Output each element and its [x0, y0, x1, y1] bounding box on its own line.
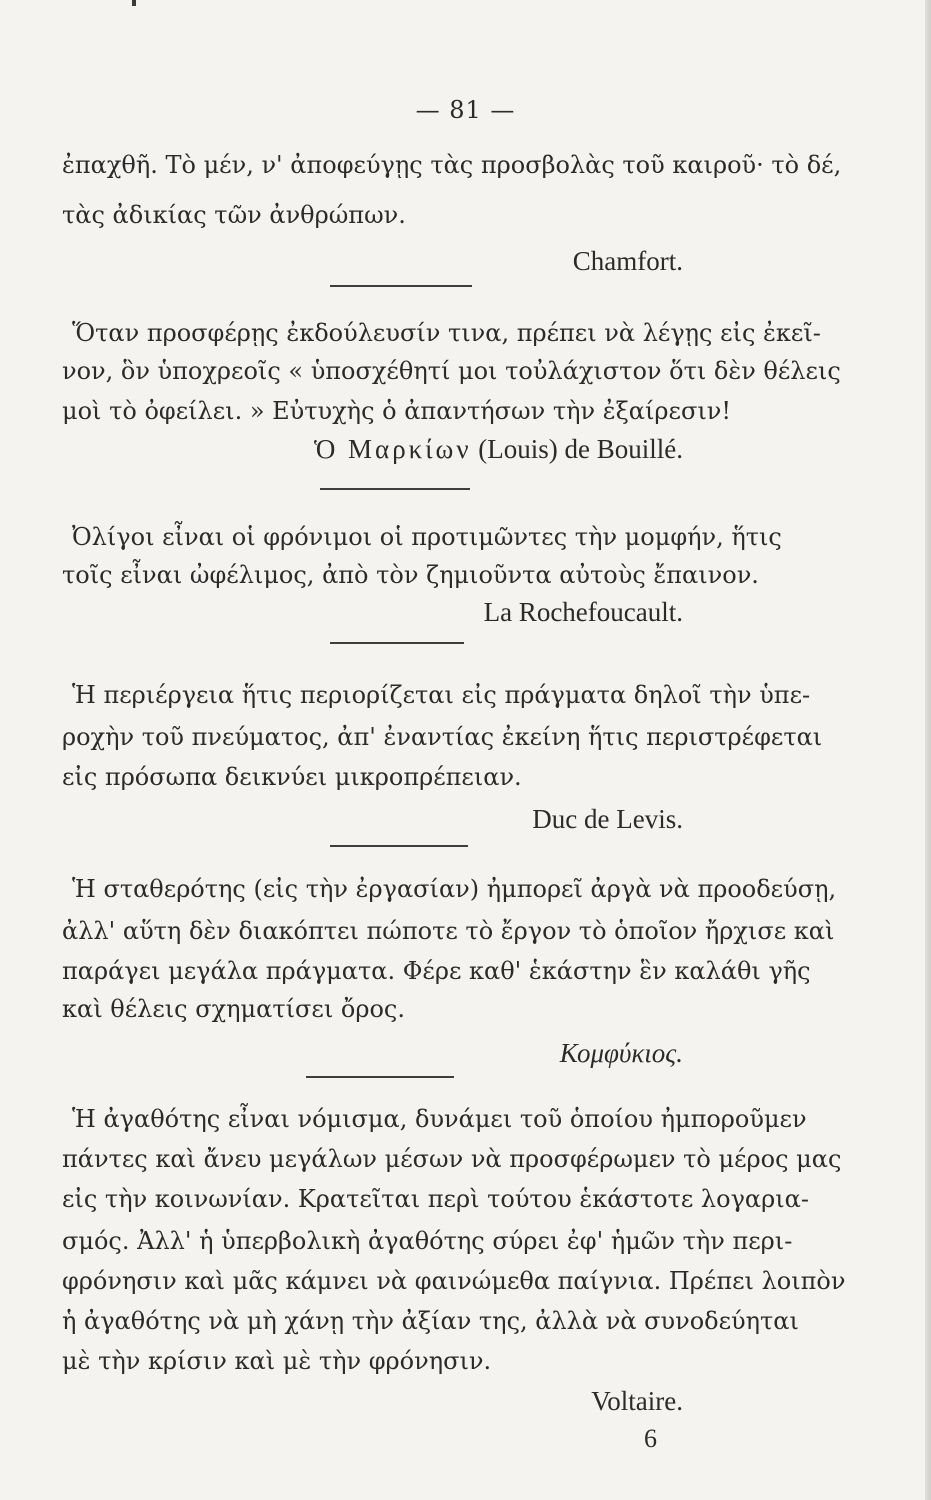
text-line: καὶ θέλεις σχηματίσει ὄρος. [62, 995, 405, 1023]
text-line: μοὶ τὸ ὀφείλει. » Εὐτυχὴς ὁ ἀπαντήσων τὴν ἐξαίρεσιν! [62, 397, 731, 425]
separator-rule [306, 1076, 454, 1078]
text-line: νον, ὃν ὑποχρεοῖς « ὑποσχέθητί μοι τοὐλάχιστον ὅτι δὲν θέλεις [62, 357, 841, 385]
text-line: εἰς τὴν κοινωνίαν. Κρατεῖται περὶ τούτου ἑκάστοτε λογαρια- [62, 1185, 809, 1213]
print-mark [132, 0, 136, 6]
text-line: σμός. Ἀλλ' ἡ ὑπερβολικὴ ἀγαθότης σύρει ἐφ' ἡμῶν τὴν περι- [62, 1227, 793, 1255]
text-line: ἀλλ' αὕτη δὲν διακόπτει πώποτε τὸ ἔργον τὸ ὁποῖον ἤρχισε καὶ [62, 917, 835, 945]
text-line: Ἡ σταθερότης (εἰς τὴν ἐργασίαν) ἠμπορεῖ ἀργὰ νὰ προοδεύσῃ, [72, 875, 837, 903]
text-line: παράγει μεγάλα πράγματα. Φέρε καθ' ἑκάστην ἓν καλάθι γῆς [62, 957, 811, 985]
page-edge [925, 0, 931, 1500]
author-attribution: Chamfort. [572, 246, 683, 276]
text-line: Ὀλίγοι εἶναι οἱ φρόνιμοι οἱ προτιμῶντες τὴν μομφήν, ἥτις [72, 523, 782, 551]
text-line: Ἡ ἀγαθότης εἶναι νόμισμα, δυνάμει τοῦ ὁποίου ἠμποροῦμεν [72, 1105, 807, 1133]
author-attribution [314, 434, 683, 464]
separator-rule [330, 642, 464, 644]
text-line: τὰς ἀδικίας τῶν ἀνθρώπων. [62, 201, 406, 229]
text-line: πάντες καὶ ἄνευ μεγάλων μέσων νὰ προσφέρωμεν τὸ μέρος μας [62, 1145, 842, 1173]
signature-number: 6 [644, 1424, 657, 1453]
text-line: ἡ ἀγαθότης νὰ μὴ χάνῃ τὴν ἀξίαν της, ἀλλὰ νὰ συνοδεύηται [62, 1307, 799, 1335]
separator-rule [330, 285, 472, 287]
text-line: ροχὴν τοῦ πνεύματος, ἀπ' ἐναντίας ἐκείνη ἥτις περιστρέφεται [62, 723, 823, 751]
page-number: — 81 — [415, 96, 516, 124]
separator-rule [330, 845, 468, 847]
text-line: εἰς πρόσωπα δεικνύει μικροπρέπειαν. [62, 763, 522, 791]
text-line: τοῖς εἶναι ὠφέλιμος, ἀπὸ τὸν ζημιοῦντα αὐτοὺς ἔπαινον. [62, 561, 759, 589]
author-attribution: Voltaire. [591, 1386, 683, 1416]
author-greek-name: Ὁ Μαρκίων [313, 434, 472, 464]
text-line: Ὅταν προσφέρῃς ἐκδούλευσίν τινα, πρέπει νὰ λέγῃς εἰς ἐκεῖ- [72, 319, 821, 347]
author-attribution: Duc de Levis. [532, 804, 683, 834]
author-attribution: La Rochefoucault. [483, 597, 683, 627]
text-line: Ἡ περιέργεια ἥτις περιορίζεται εἰς πράγματα δηλοῖ τὴν ὑπε- [72, 681, 811, 709]
text-line: μὲ τὴν κρίσιν καὶ μὲ τὴν φρόνησιν. [62, 1347, 492, 1375]
text-line: φρόνησιν καὶ μᾶς κάμνει νὰ φαινώμεθα παίγνια. Πρέπει λοιπὸν [62, 1267, 846, 1295]
author-latin-name: (Louis) de Bouillé. [471, 434, 683, 464]
text-line: ἐπαχθῆ. Τὸ μέν, ν' ἀποφεύγῃς τὰς προσβολὰς τοῦ καιροῦ· τὸ δέ, [62, 151, 842, 179]
author-attribution: Κομφύκιος. [559, 1038, 683, 1068]
separator-rule [320, 488, 470, 490]
